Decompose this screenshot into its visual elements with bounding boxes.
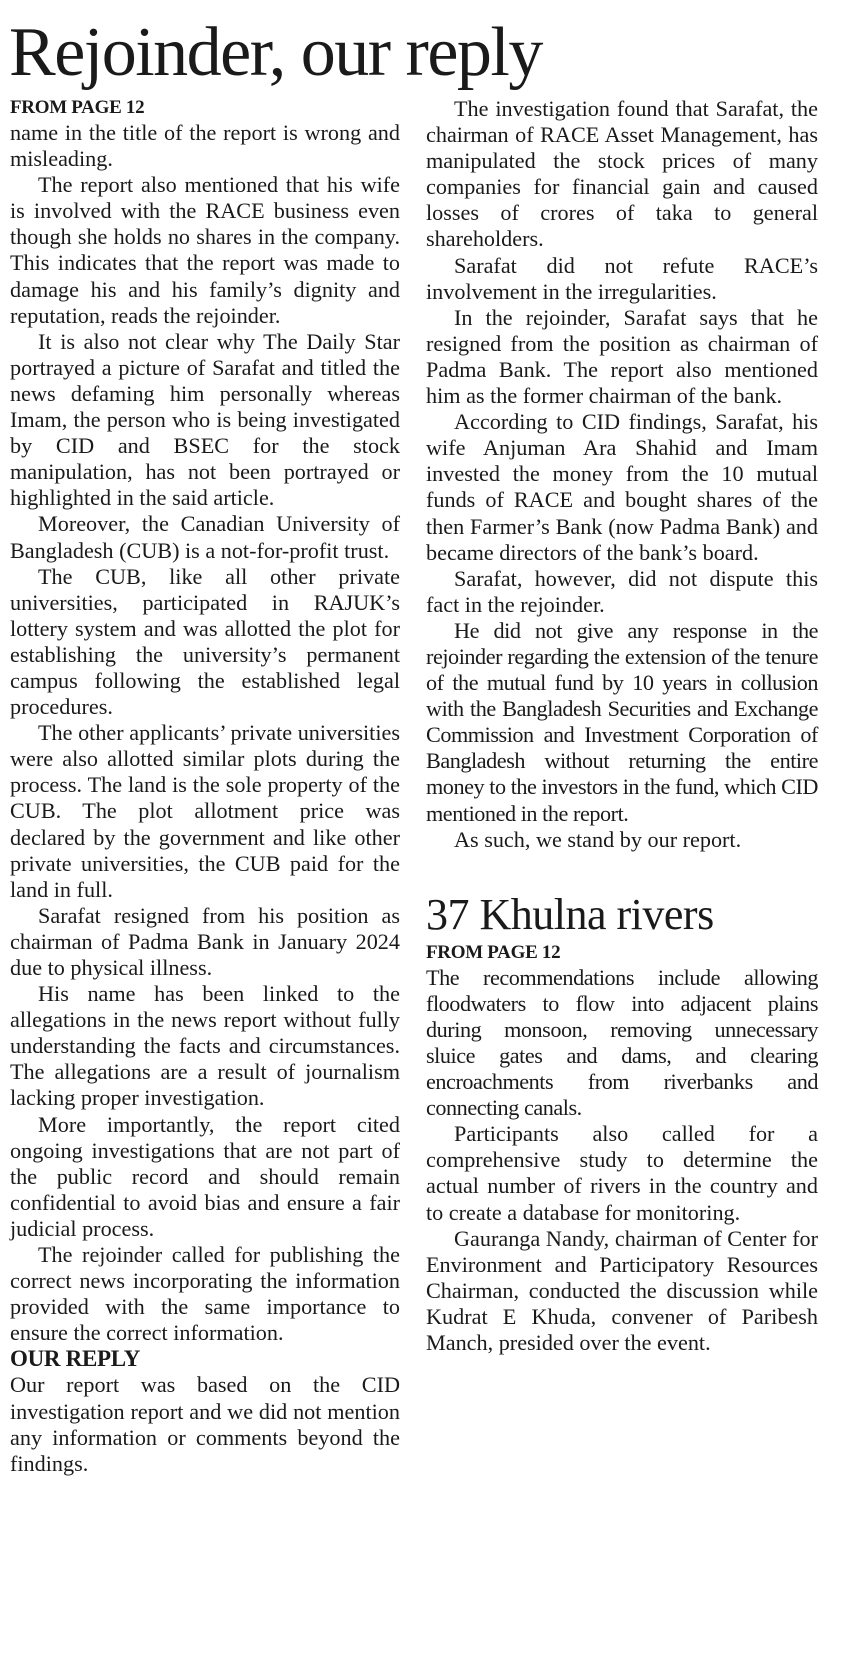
paragraph: Gauranga Nandy, chairman of Center for Environment and Participatory Resources Chairman, conducted the discussion while Kudrat E Khuda, convener of Paribesh Manch, presided over the event. — [426, 1225, 818, 1356]
paragraph: According to CID findings, Sarafat, his wife Anjuman Ara Shahid and Imam invested the money from the 10 mutual funds of RACE and bought shares of the then Farmer’s Bank (now Padma Bank) and became directors of the bank’s board. — [426, 409, 818, 565]
paragraph: Our report was based on the CID investigation report and we did not mention any information or comments beyond the findings. — [10, 1372, 400, 1476]
paragraph: Sarafat did not refute RACE’s involvement in the irregularities. — [426, 252, 818, 304]
paragraph: His name has been linked to the allegations in the news report without fully understanding the facts and circumstances. The allegations are a result of journalism lacking proper investigation. — [10, 981, 400, 1111]
paragraph: It is also not clear why The Daily Star portrayed a picture of Sarafat and titled the news defaming him personally whereas Imam, the person who is being investigated by CID and BSEC for the stock manipulation, has not been portrayed or highlighted in the said article. — [10, 328, 400, 511]
paragraph: Moreover, the Canadian University of Bangladesh (CUB) is a not-for-profit trust. — [10, 511, 400, 563]
paragraph: More importantly, the report cited ongoing investigations that are not part of the public record and should remain confidential to avoid bias and ensure a fair judicial process. — [10, 1111, 400, 1241]
paragraph: name in the title of the report is wrong and misleading. — [10, 120, 400, 172]
paragraph: He did not give any response in the rejoinder regarding the extension of the tenure of the mutual fund by 10 years in collusion with the Bangladesh Securities and Exchange Commission and Investment Corporation of Bangladesh without returning the entire money to the investors in the fund, which CID mentioned in the report. — [426, 617, 819, 826]
continuation-label: FROM PAGE 12 — [426, 941, 561, 963]
article-column-right — [426, 96, 818, 1356]
paragraph: In the rejoinder, Sarafat says that he resigned from the position as chairman of Padma Bank. The report also mentioned him as the former chairman of the bank. — [426, 304, 818, 409]
article-column-left — [10, 96, 400, 1477]
article-headline: Rejoinder, our reply — [9, 14, 542, 91]
paragraph: Sarafat resigned from his position as chairman of Padma Bank in January 2024 due to physical illness. — [10, 902, 400, 980]
paragraph: The investigation found that Sarafat, the chairman of RACE Asset Management, has manipulated the stock prices of many companies for financial gain and caused losses of crores of taka to general shareholders. — [426, 96, 818, 252]
paragraph: The CUB, like all other private universities, participated in RAJUK’s lottery system and was allotted the plot for establishing the university’s permanent campus following the established legal procedures. — [10, 563, 400, 720]
paragraph: Participants also called for a comprehensive study to determine the actual number of rivers in the country and to create a database for monitoring. — [426, 1121, 818, 1225]
paragraph: The other applicants’ private universities were also allotted similar plots during the process. The land is the sole property of the CUB. The plot allotment price was declared by the government and like other private universities, the CUB paid for the land in full. — [10, 720, 400, 902]
continuation-label: FROM PAGE 12 — [10, 97, 145, 118]
paragraph: Sarafat, however, did not dispute this fact in the rejoinder. — [426, 565, 818, 617]
paragraph: As such, we stand by our report. — [454, 826, 742, 852]
second-article-headline: 37 Khulna rivers — [426, 889, 714, 939]
paragraph: The rejoinder called for publishing the correct news incorporating the information provided with the same importance to ensure the correct information. — [10, 1242, 400, 1346]
paragraph: The report also mentioned that his wife is involved with the RACE business even though she holds no shares in the company. This indicates that the report was made to damage his and his family’s dignity and reputation, reads the rejoinder. — [10, 172, 400, 328]
our-reply-heading: OUR REPLY — [10, 1346, 140, 1372]
paragraph: The recommendations include allowing floodwaters to flow into adjacent plains during monsoon, removing unnecessary sluice gates and dams, and clearing encroachments from riverbanks and connecting canals. — [426, 964, 818, 1121]
